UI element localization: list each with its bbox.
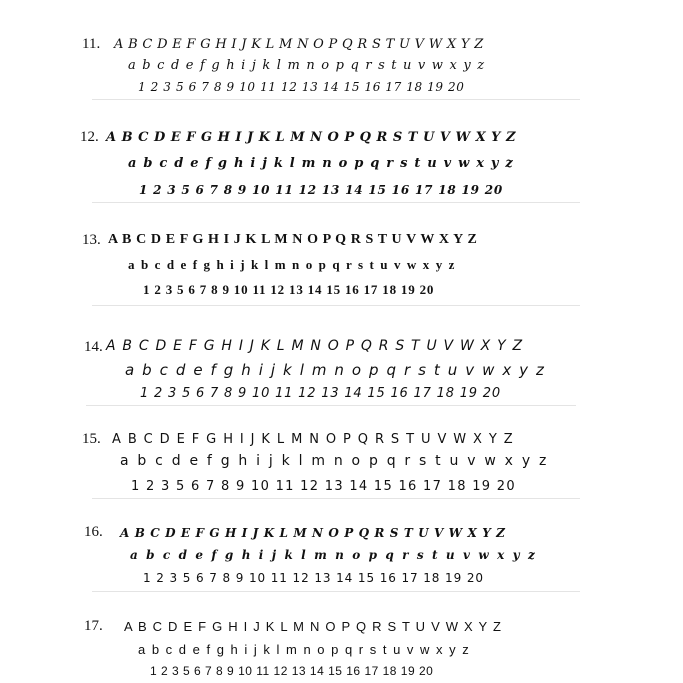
sample-number: 12.	[80, 129, 99, 145]
divider-line	[86, 405, 576, 406]
uppercase-line: A B C D E F G H I J K L M N O P Q R S T U V W X Y Z	[112, 432, 515, 447]
digits-line: 1 2 3 5 6 7 8 9 10 11 12 13 14 15 16 17 18 19 20	[143, 282, 435, 297]
digits-line: 1 2 3 5 6 7 8 9 10 11 12 13 14 15 16 17 18 19 20	[140, 386, 501, 401]
lowercase-line: a b c d e f g h i j k l m n o p q r s t u v w x y z	[128, 156, 514, 171]
divider-line	[92, 202, 580, 203]
uppercase-line: A B C D E F G H I J K L M N O P Q R S T U V W X Y Z	[120, 526, 506, 540]
sample-number: 17.	[84, 618, 103, 634]
divider-line	[92, 99, 580, 100]
divider-line	[92, 498, 580, 499]
lowercase-line: a b c d e f g h i j k l m n o p q r s t u v w x y z	[138, 642, 471, 657]
uppercase-line: A B C D E F G H I J K L M N O P Q R S T U V W X Y Z	[108, 232, 478, 247]
lowercase-line: a b c d e f g h i j k l m n o p q r s t u v w x y z	[120, 453, 549, 469]
digits-line: 1 2 3 5 6 7 8 9 10 11 12 13 14 15 16 17 18 19 20	[139, 183, 504, 197]
digits-line: 1 2 3 5 6 7 8 9 10 11 12 13 14 15 16 17 18 19 20	[143, 571, 484, 585]
lowercase-line: a b c d e f g h i j k l m n o p q r s t u v w x y z	[130, 548, 537, 562]
uppercase-line: A B C D E F G H I J K L M N O P Q R S T U V W X Y Z	[124, 619, 503, 634]
digits-line: 1 2 3 5 6 7 8 9 10 11 12 13 14 15 16 17 18 19 20	[150, 664, 434, 678]
lowercase-line: a b c d e f g h i j k l m n o p q r s t u v w x y z	[128, 257, 457, 272]
lowercase-line: a b c d e f g h i j k l m n o p q r s t u v w x y z	[125, 361, 546, 379]
lowercase-line: a b c d e f g h i j k l m n o p q r s t u v w x y z	[128, 58, 486, 73]
sample-number: 15.	[82, 431, 101, 447]
sample-number: 11.	[82, 36, 101, 52]
sample-number: 14.	[84, 339, 103, 355]
uppercase-line: A B C D E F G H I J K L M N O P Q R S T U V W X Y Z	[106, 338, 524, 354]
divider-line	[92, 305, 580, 306]
divider-line	[92, 591, 580, 592]
digits-line: 1 2 3 5 6 7 8 9 10 11 12 13 14 15 16 17 18 19 20	[131, 479, 516, 494]
sample-number: 13.	[82, 232, 101, 248]
uppercase-line: A B C D E F G H I J K L M N O P Q R S T U V W X Y Z	[114, 37, 484, 52]
digits-line: 1 2 3 5 6 7 8 9 10 11 12 13 14 15 16 17 18 19 20	[138, 80, 465, 94]
sample-number: 16.	[84, 524, 103, 540]
uppercase-line: A B C D E F G H I J K L M N O P Q R S T U V W X Y Z	[106, 130, 516, 145]
